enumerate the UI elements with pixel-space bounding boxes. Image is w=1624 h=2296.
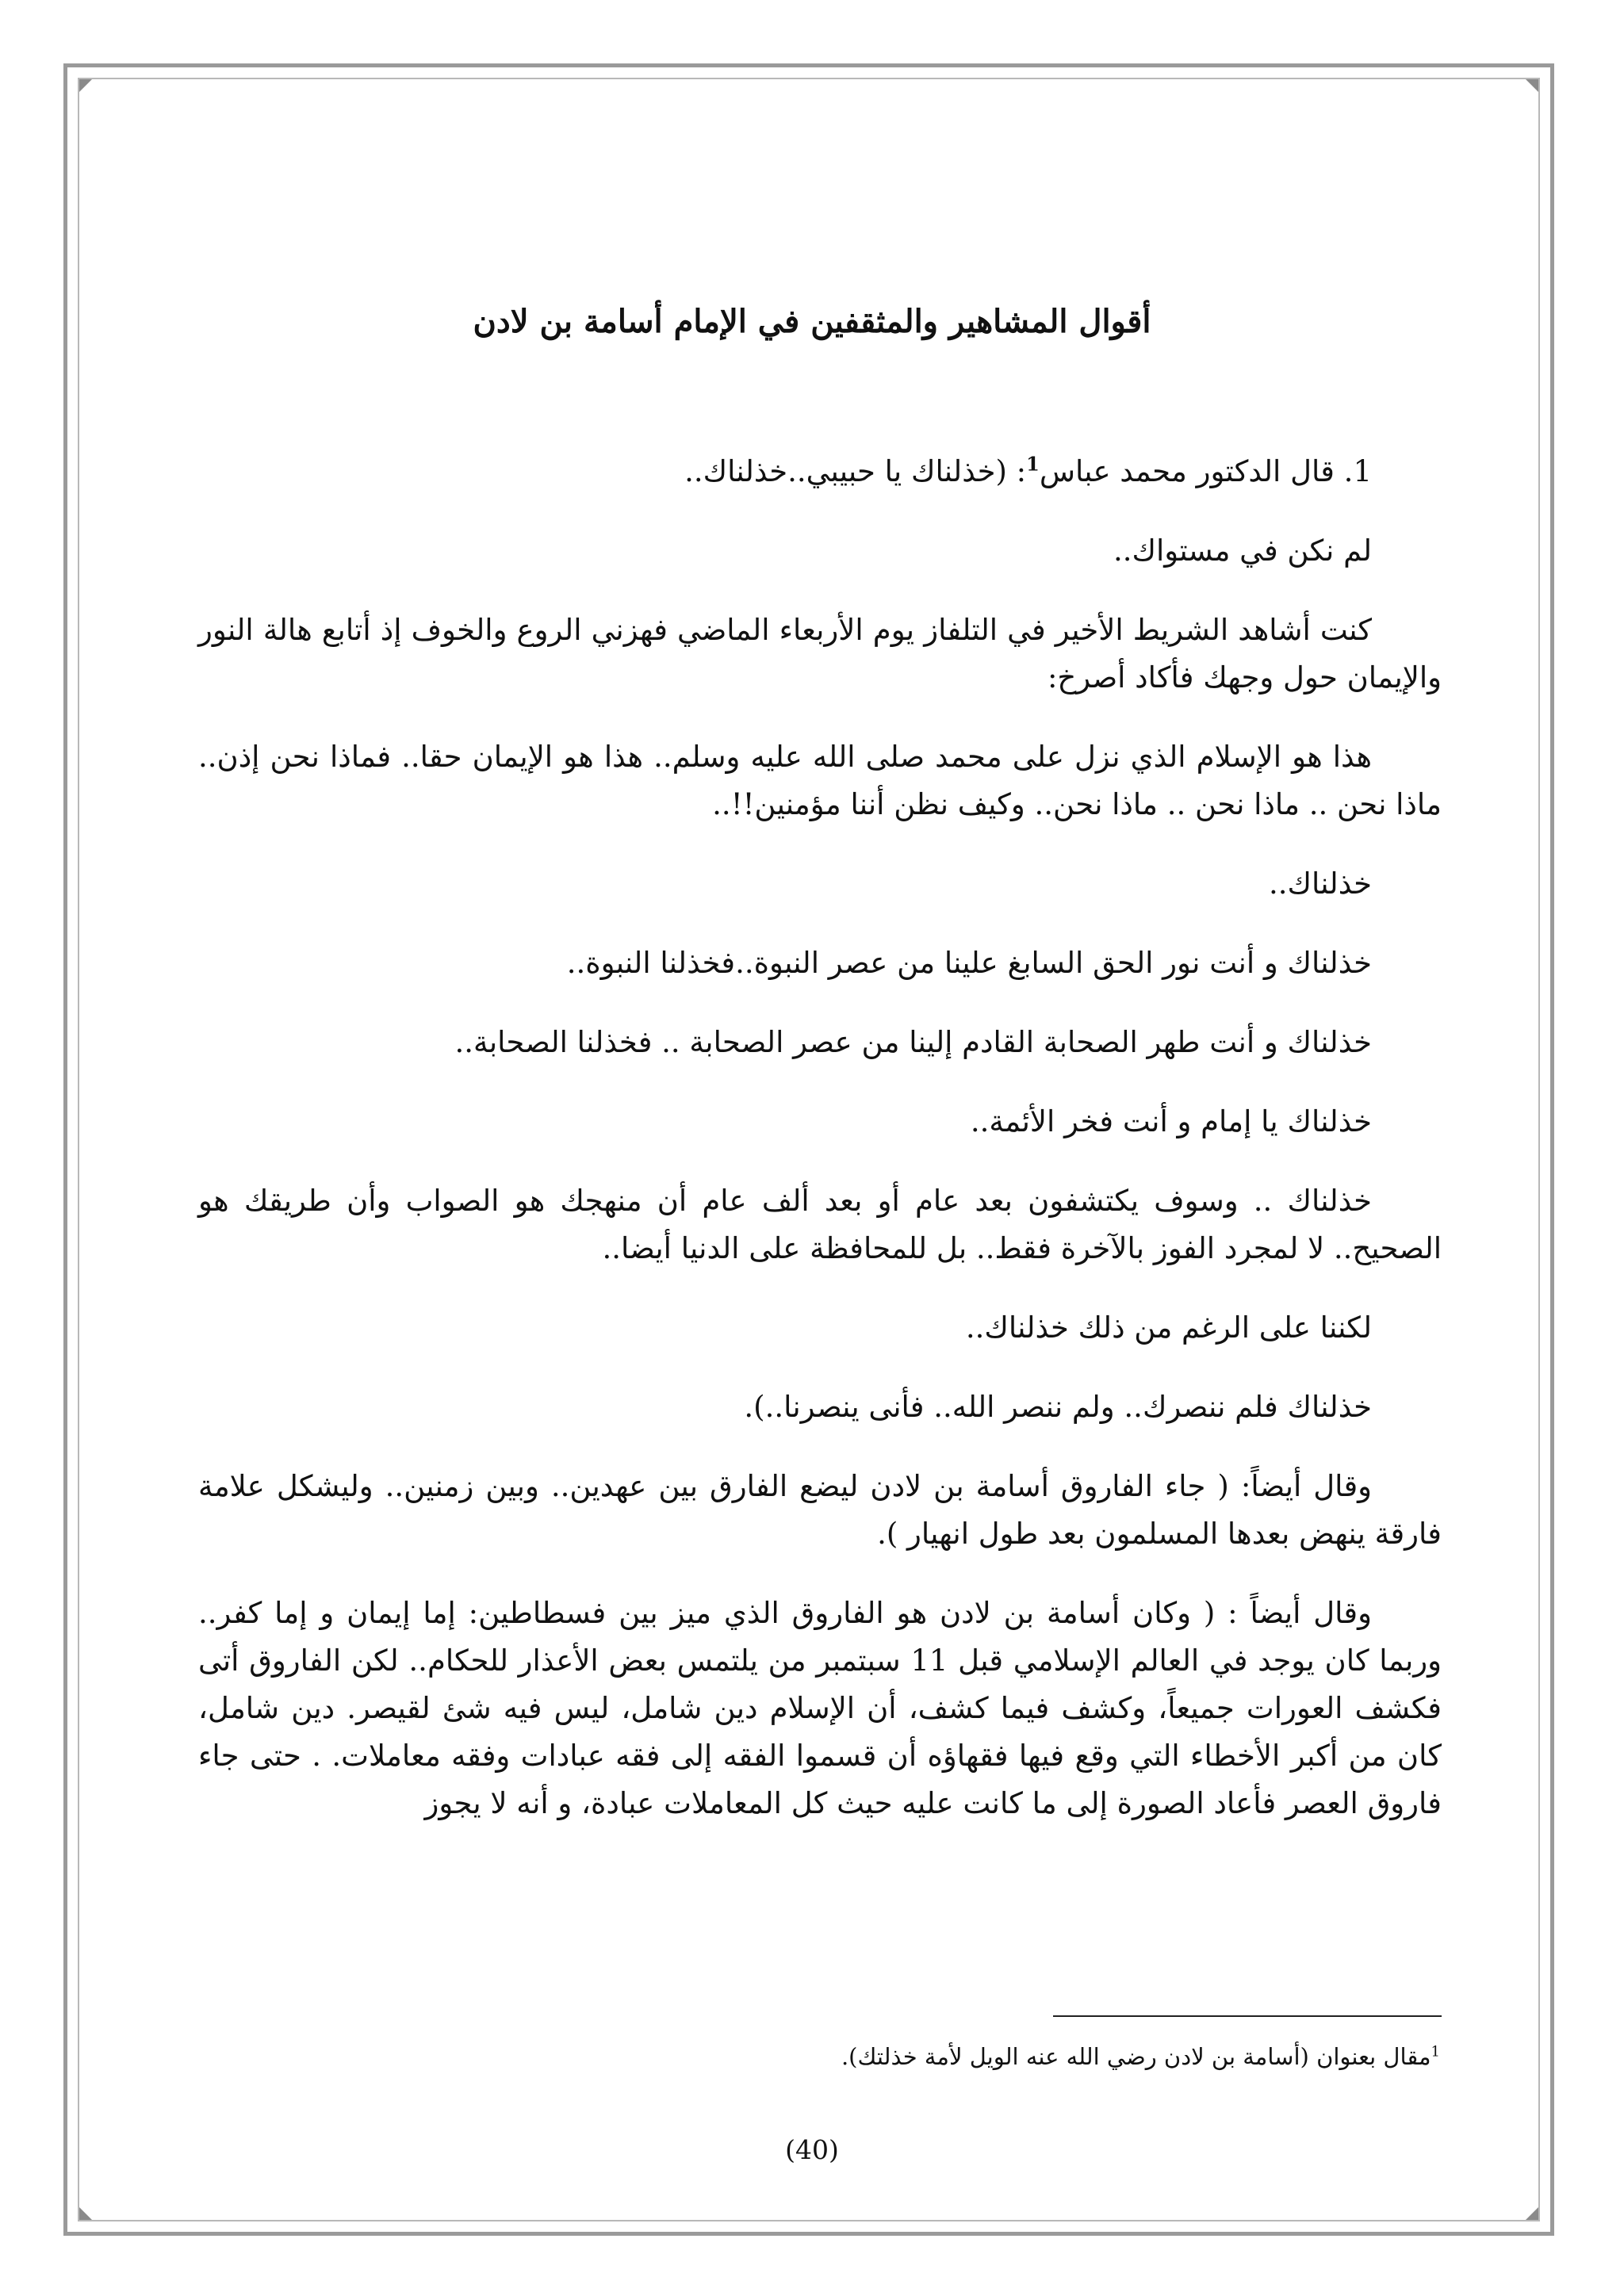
corner-ornament-icon (79, 79, 92, 92)
paragraph: خذلناك و أنت نور الحق السابغ علينا من عصر النبوة..فخذلنا النبوة.. (566, 946, 1372, 980)
paragraph: وقال أيضاً : ( وكان أسامة بن لادن هو الفاروق الذي ميز بين فسطاطين: إما إيمان و إما كفر.. وربما كان يوجد في العالم الإسلامي قبل 11 سبتمبر من يلتمس بعض الأعذار للحكام.. لكن الفاروق أتى فكشف العورات جميعاً، وكشف فيما كشف، أن الإسلام دين شامل، ليس فيه شئ لقيصر. دين شامل، كان من أكبر الأخطاء التي وقع فيها فقهاؤه أن قسموا الفقه إلى فقه عبادات وفقه معاملات. . حتى جاء فاروق العصر فأعاد الصورة إلى ما كانت عليه حيث كل المعاملات عبادة، و أنه لا يجوز (198, 1596, 1442, 1820)
paragraph: كنت أشاهد الشريط الأخير في التلفاز يوم الأربعاء الماضي فهزني الروع والخوف إذ أتابع هالة النور والإيمان حول وجهك فأكاد أصرخ: (198, 613, 1442, 695)
paragraph-text: 1. قال الدكتور محمد عباس (1039, 454, 1372, 488)
paragraph: خذلناك و أنت طهر الصحابة القادم إلينا من عصر الصحابة .. فخذلنا الصحابة.. (454, 1025, 1372, 1059)
page-number: (40) (785, 2134, 839, 2165)
footnote-divider (1053, 2015, 1442, 2017)
corner-ornament-icon (1526, 2207, 1538, 2220)
paragraph: وقال أيضاً: ( جاء الفاروق أسامة بن لادن ليضع الفارق بين عهدين.. وبين زمنين.. وليشكل علامة فارقة ينهض بعدها المسلمون بعد طول انهيار ). (198, 1469, 1442, 1551)
paragraph: لكننا على الرغم من ذلك خذلناك.. (965, 1311, 1372, 1345)
paragraph: هذا هو الإسلام الذي نزل على محمد صلى الله عليه وسلم.. هذا هو الإيمان حقا.. فماذا نحن إذن.. ماذا نحن .. ماذا نحن .. ماذا نحن.. وكيف نظن أننا مؤمنين!!.. (198, 740, 1442, 821)
paragraph: خذلناك فلم ننصرك.. ولم ننصر الله.. فأنى ينصرنا..). (744, 1390, 1372, 1424)
body-text (198, 448, 1442, 1859)
footnote-text: مقال بعنوان (أسامة بن لادن رضي الله عنه الويل لأمة خذلتك). (841, 2043, 1431, 2070)
paragraph-quote-intro (198, 448, 1442, 496)
page-title: أقوال المشاهير والمثقفين في الإمام أسامة بن لادن (473, 302, 1151, 340)
footnote-number: 1 (1431, 2043, 1440, 2061)
corner-ornament-icon (1526, 79, 1538, 92)
paragraph: خذلناك يا إمام و أنت فخر الأئمة.. (970, 1104, 1372, 1138)
corner-ornament-icon (79, 2207, 92, 2220)
paragraph: لم نكن في مستواك.. (1113, 534, 1372, 568)
footnote-ref: 1 (1026, 452, 1040, 476)
paragraph: خذلناك .. وسوف يكتشفون بعد عام أو بعد ألف عام أن منهجك هو الصواب وأن طريقك هو الصحيح.. لا لمجرد الفوز بالآخرة فقط.. بل للمحافظة على الدنيا أيضا.. (198, 1184, 1442, 1265)
paragraph: خذلناك.. (1268, 867, 1372, 901)
footnote (203, 2039, 1440, 2074)
paragraph-text: : (خذلناك يا حبيبي..خذلناك.. (684, 454, 1027, 488)
